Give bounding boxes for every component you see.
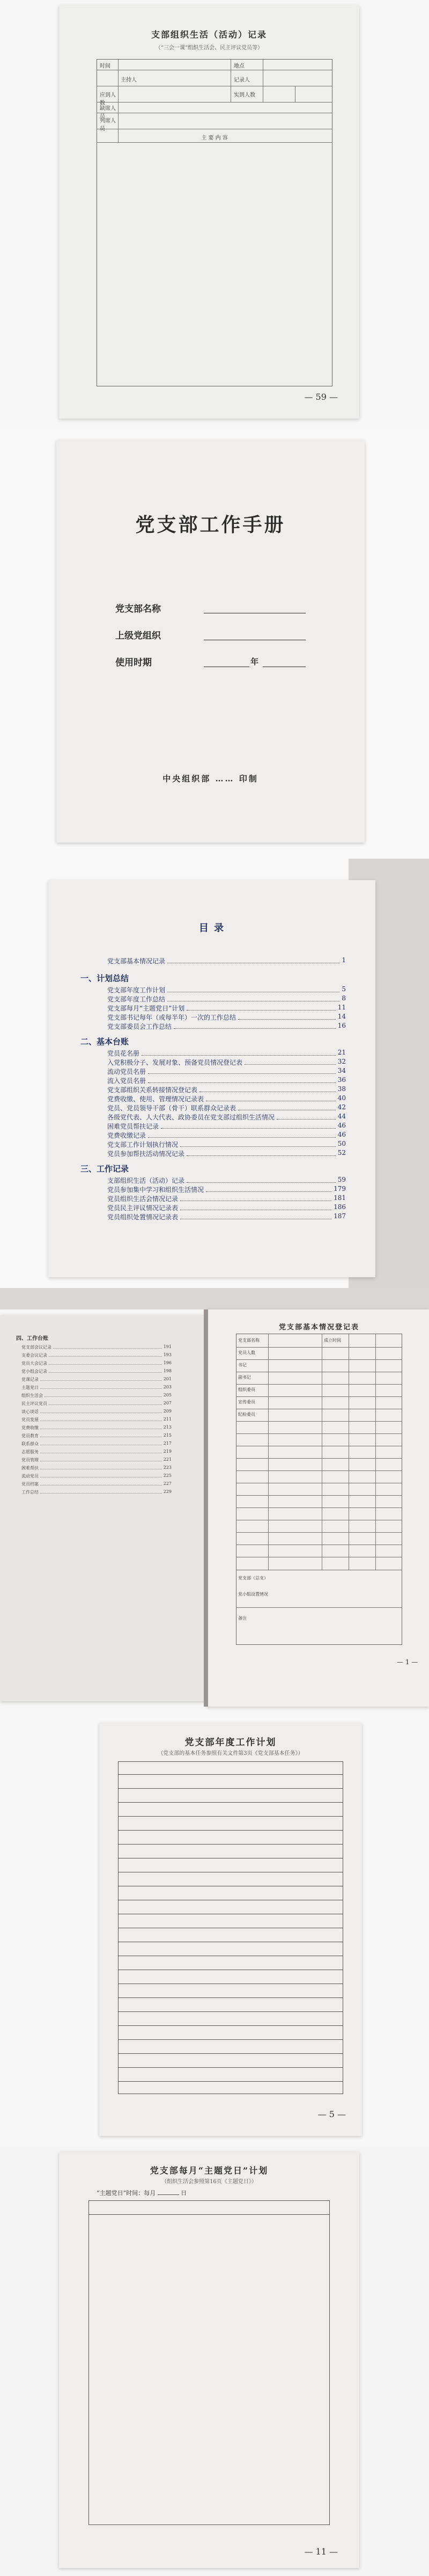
left-list-item bbox=[21, 1449, 172, 1455]
toc-label: 流动党员名册 bbox=[107, 1068, 146, 1075]
left-item-label: 主题党日 bbox=[21, 1385, 39, 1390]
toc-page: 5 bbox=[342, 985, 346, 993]
toc-page: 16 bbox=[337, 1022, 346, 1029]
left-item-page: 209 bbox=[163, 1409, 172, 1414]
field-label: 使用时期 bbox=[115, 657, 152, 668]
toc-page: 50 bbox=[337, 1140, 346, 1147]
left-item-label: 党员教育 bbox=[21, 1433, 39, 1438]
toc-label: 党员花名册 bbox=[107, 1050, 140, 1057]
cell-recorder-label: 记录人 bbox=[234, 77, 250, 83]
toc-label: 党费收缴记录 bbox=[107, 1132, 146, 1139]
toc-label: 党员组织处置情况记录表 bbox=[107, 1213, 179, 1221]
dot-leader bbox=[206, 1185, 331, 1192]
left-list-item bbox=[21, 1441, 172, 1447]
toc-section-title: 三、工作记录 bbox=[80, 1164, 129, 1174]
toc-page: 36 bbox=[337, 1076, 346, 1084]
dot-leader bbox=[180, 1212, 331, 1219]
table-surface bbox=[0, 1288, 429, 1309]
record-table bbox=[97, 59, 332, 386]
photo-panel-3 bbox=[0, 859, 429, 1288]
content-label: 主 要 内 容 bbox=[201, 135, 228, 141]
dot-leader bbox=[238, 1103, 336, 1110]
dot-leader bbox=[180, 1140, 336, 1147]
field-parent-org bbox=[115, 628, 161, 641]
toc-page: 59 bbox=[337, 1176, 346, 1183]
page-number: — 11 — bbox=[304, 2546, 338, 2557]
toc-page: 32 bbox=[337, 1058, 346, 1065]
toc-page: 44 bbox=[337, 1113, 346, 1120]
toc-page: 187 bbox=[334, 1212, 346, 1220]
left-section-title: 四、工作台账 bbox=[16, 1336, 48, 1342]
toc-section-title: 一、计划总结 bbox=[80, 974, 129, 983]
left-list-item bbox=[21, 1344, 172, 1350]
left-item-page: 217 bbox=[163, 1441, 172, 1446]
left-item-page: 223 bbox=[163, 1465, 172, 1470]
toc-item[interactable] bbox=[107, 985, 346, 994]
left-item-page: 227 bbox=[163, 1481, 172, 1486]
left-item-label: 党费收缴 bbox=[21, 1425, 39, 1430]
dot-leader bbox=[40, 1481, 162, 1485]
row-label: 书记 bbox=[238, 1363, 247, 1367]
year-suffix: 年 bbox=[250, 657, 259, 667]
left-list-item bbox=[21, 1352, 172, 1358]
left-list-item bbox=[21, 1393, 172, 1399]
left-item-page: 193 bbox=[163, 1352, 172, 1357]
toc-item[interactable] bbox=[107, 1013, 346, 1022]
left-list-item bbox=[21, 1489, 172, 1495]
toc-item[interactable] bbox=[107, 994, 346, 1004]
left-list-item bbox=[21, 1481, 172, 1487]
toc-item[interactable] bbox=[107, 1140, 346, 1149]
left-item-page: 205 bbox=[163, 1393, 172, 1397]
cell-host-label: 主持人 bbox=[121, 77, 137, 83]
toc-label: 党支部组织关系转接情况登记表 bbox=[107, 1086, 198, 1094]
left-item-label: 党支部会议记录 bbox=[21, 1345, 51, 1350]
toc-section-title: 二、基本台账 bbox=[80, 1037, 129, 1046]
plan-frame bbox=[88, 2200, 330, 2525]
dot-leader bbox=[277, 1113, 336, 1119]
toc-item[interactable] bbox=[107, 1122, 346, 1131]
page-number: — 5 — bbox=[317, 2109, 346, 2119]
toc-page: 38 bbox=[337, 1085, 346, 1093]
toc-item[interactable] bbox=[107, 1176, 346, 1185]
left-item-label: 组织生活会 bbox=[21, 1393, 43, 1398]
toc-item[interactable] bbox=[107, 1131, 346, 1140]
dot-leader bbox=[167, 994, 339, 1001]
toc-item[interactable] bbox=[107, 1212, 346, 1221]
dot-leader bbox=[187, 1149, 336, 1156]
left-list-item bbox=[21, 1433, 172, 1439]
left-item-label: 党员大会记录 bbox=[21, 1361, 47, 1366]
dot-leader bbox=[40, 1409, 162, 1413]
dot-leader bbox=[40, 1489, 162, 1494]
left-item-page: 213 bbox=[163, 1425, 172, 1430]
toc-label: 支部组织生活（活动）记录 bbox=[107, 1177, 185, 1184]
dot-leader bbox=[161, 1122, 336, 1129]
toc-page: 11 bbox=[337, 1004, 346, 1011]
field-branch-name bbox=[115, 601, 161, 614]
dot-leader bbox=[49, 1368, 162, 1373]
toc-page: 186 bbox=[334, 1203, 346, 1211]
toc-item[interactable] bbox=[107, 1185, 346, 1194]
toc-page: 52 bbox=[337, 1149, 346, 1157]
left-item-page: 201 bbox=[163, 1377, 172, 1381]
dot-leader bbox=[53, 1344, 162, 1349]
toc-page: 8 bbox=[342, 994, 346, 1002]
dot-leader bbox=[180, 1194, 331, 1201]
left-item-page: 211 bbox=[163, 1417, 172, 1422]
row-label: 成立时间 bbox=[324, 1338, 341, 1343]
dot-leader bbox=[148, 1067, 336, 1074]
page-subtitle: （“三会一课”组织生活会、民主评议党员等） bbox=[155, 45, 263, 51]
manual-title: 党支部工作手册 bbox=[135, 514, 286, 536]
dot-leader bbox=[40, 1449, 162, 1453]
dot-leader bbox=[40, 1377, 162, 1381]
left-item-label: 支委会议记录 bbox=[21, 1353, 47, 1358]
dot-leader bbox=[142, 1049, 336, 1056]
dot-leader bbox=[49, 1401, 162, 1405]
toc-item[interactable] bbox=[107, 1049, 346, 1058]
field-label: 党支部名称 bbox=[115, 604, 161, 614]
toc-item[interactable] bbox=[107, 1085, 346, 1094]
toc-item[interactable] bbox=[107, 1094, 346, 1103]
toc-label: 党费收缴、使用、管理情况记录表 bbox=[107, 1095, 204, 1103]
toc-page: 46 bbox=[337, 1122, 346, 1129]
toc-label: 党支部工作计划执行情况 bbox=[107, 1141, 179, 1148]
toc-label: 党支部年度工作计划 bbox=[107, 986, 166, 994]
dot-leader bbox=[206, 1094, 336, 1101]
toc-item[interactable] bbox=[107, 1194, 346, 1203]
page-title: 党支部年度工作计划 bbox=[184, 1737, 277, 1748]
form-page-59 bbox=[59, 5, 359, 419]
dot-leader bbox=[40, 1385, 162, 1389]
field-blank[interactable] bbox=[158, 2194, 179, 2195]
toc-label: 入党积极分子、发展对象、预备党员情况登记表 bbox=[107, 1059, 243, 1066]
left-item-page: 198 bbox=[163, 1368, 172, 1373]
page-subtitle: （组织生活会参照第16页《主题党日》） bbox=[161, 2179, 257, 2185]
dot-leader bbox=[245, 1058, 336, 1065]
left-list-item bbox=[21, 1360, 172, 1366]
dot-leader bbox=[40, 1425, 162, 1429]
left-item-page: 196 bbox=[163, 1360, 172, 1365]
cell-due-label: 应到人数 bbox=[100, 92, 116, 106]
left-item-label: 党员发展 bbox=[21, 1417, 39, 1422]
row-label: 组织委员 bbox=[238, 1387, 255, 1392]
theme-day-time-field[interactable] bbox=[97, 2189, 187, 2197]
toc-label: 党支部每月“主题党日”计划 bbox=[107, 1005, 185, 1012]
field-label: 上级党组织 bbox=[115, 631, 161, 641]
dot-leader bbox=[148, 1131, 336, 1138]
left-item-label: 党课记录 bbox=[21, 1377, 39, 1382]
cell-time-label: 时间 bbox=[100, 63, 110, 69]
theme-day-plan-page bbox=[59, 2152, 359, 2568]
dot-leader bbox=[199, 1085, 336, 1092]
page-title: 党支部每月“主题党日”计划 bbox=[150, 2165, 269, 2176]
row-label: 宣传委员 bbox=[238, 1400, 255, 1404]
toc-label: 党员、党员领导干部（骨干）联系群众记录表 bbox=[107, 1104, 236, 1112]
dot-leader bbox=[174, 1022, 336, 1029]
cell-place-label: 地点 bbox=[234, 63, 245, 69]
row-label: 党支部名称 bbox=[238, 1338, 260, 1343]
dot-leader bbox=[238, 1013, 336, 1020]
dot-leader bbox=[180, 1203, 331, 1210]
left-list-item bbox=[21, 1417, 172, 1423]
toc-label: 各级党代表、人大代表、政协委员在党支部过组织生活情况 bbox=[107, 1114, 275, 1121]
page-number: — 59 — bbox=[304, 392, 338, 402]
toc-page: 42 bbox=[337, 1103, 346, 1111]
toc-page: 46 bbox=[337, 1131, 346, 1138]
toc-label: 党支部基本情况记录 bbox=[107, 957, 166, 965]
left-item-page: 215 bbox=[163, 1433, 172, 1438]
annual-plan-page bbox=[99, 1723, 362, 2136]
toc-page: 34 bbox=[337, 1067, 346, 1074]
photo-panel-2 bbox=[0, 429, 429, 859]
dot-leader bbox=[40, 1457, 162, 1461]
cell-absent-label: 缺席人员 bbox=[100, 106, 116, 120]
toc-label: 党支部年度工作总结 bbox=[107, 996, 166, 1003]
toc-label: 流入党员名册 bbox=[107, 1077, 146, 1085]
photo-panel-6 bbox=[0, 2147, 429, 2576]
dot-leader bbox=[40, 1465, 162, 1469]
left-list-item bbox=[21, 1457, 172, 1463]
toc-item[interactable] bbox=[107, 1103, 346, 1113]
left-list-item bbox=[21, 1401, 172, 1407]
toc-item[interactable] bbox=[107, 1058, 346, 1067]
row-label: 党支部（总支） bbox=[238, 1576, 268, 1580]
dot-leader bbox=[40, 1433, 162, 1437]
left-item-label: 党员档案 bbox=[21, 1482, 39, 1487]
toc-label: 党支部书记每年（或每半年）一次的工作总结 bbox=[107, 1014, 236, 1021]
toc-page: 179 bbox=[334, 1185, 346, 1192]
dot-leader bbox=[49, 1360, 162, 1365]
toc-label: 党支部委员会工作总结 bbox=[107, 1023, 172, 1030]
photo-panel-5 bbox=[0, 1717, 429, 2147]
left-item-page: 203 bbox=[163, 1385, 172, 1389]
dot-leader bbox=[40, 1417, 162, 1421]
toc-page: 21 bbox=[337, 1049, 346, 1056]
dot-leader bbox=[167, 985, 339, 992]
row-label: 副书记 bbox=[238, 1375, 251, 1380]
dot-leader bbox=[167, 956, 339, 963]
toc-item[interactable] bbox=[107, 956, 346, 965]
toc-label: 党员参加帮扶活动情况记录 bbox=[107, 1150, 185, 1158]
left-list-item bbox=[21, 1425, 172, 1431]
left-item-label: 党员管理 bbox=[21, 1458, 39, 1462]
left-list-item bbox=[21, 1377, 172, 1382]
dot-leader bbox=[40, 1473, 162, 1477]
left-list-item bbox=[21, 1385, 172, 1391]
photo-panel-4 bbox=[0, 1288, 429, 1717]
row-label: 党员人数 bbox=[238, 1350, 255, 1355]
left-item-label: 流动党员 bbox=[21, 1474, 39, 1479]
cell-actual-label: 实到人数 bbox=[234, 92, 255, 98]
contents-title: 目 录 bbox=[198, 923, 225, 934]
left-list-item bbox=[21, 1465, 172, 1471]
left-list-item bbox=[21, 1473, 172, 1479]
toc-item[interactable] bbox=[107, 1076, 346, 1085]
field-label: “主题党日”时间：每月 bbox=[97, 2190, 156, 2197]
dot-leader bbox=[187, 1176, 336, 1183]
dot-leader bbox=[49, 1352, 162, 1357]
field-period bbox=[115, 655, 152, 668]
left-item-label: 民主评议党员 bbox=[21, 1401, 47, 1406]
toc-page: 1 bbox=[342, 956, 346, 964]
left-item-label: 工作总结 bbox=[21, 1490, 39, 1495]
left-item-label: 志愿服务 bbox=[21, 1450, 39, 1454]
toc-item[interactable] bbox=[107, 1113, 346, 1122]
publisher-line: 中央组织部 …… 印制 bbox=[162, 774, 258, 784]
left-item-page: 191 bbox=[163, 1344, 172, 1349]
toc-item[interactable] bbox=[107, 1203, 346, 1212]
left-item-page: 229 bbox=[163, 1489, 172, 1494]
page-number: — 1 — bbox=[397, 1658, 418, 1666]
row-label: 党小组设置情况 bbox=[238, 1592, 268, 1597]
cell-attendee-label: 列席人员 bbox=[100, 118, 116, 132]
left-list-item bbox=[21, 1409, 172, 1415]
left-list-item bbox=[21, 1368, 172, 1374]
page-subtitle: （党支部的基本任务参照有关文件第3页《党支部基本任务》） bbox=[158, 1751, 304, 1757]
page-title: 支部组织生活（活动）记录 bbox=[151, 30, 267, 40]
dot-leader bbox=[187, 1004, 335, 1011]
left-item-label: 党小组会记录 bbox=[21, 1369, 47, 1374]
toc-page: 14 bbox=[337, 1013, 346, 1020]
dot-leader bbox=[148, 1076, 336, 1083]
toc-item[interactable] bbox=[107, 1004, 346, 1013]
book-spine bbox=[204, 1309, 208, 1707]
basic-info-table bbox=[236, 1334, 402, 1645]
toc-page: 181 bbox=[334, 1194, 346, 1202]
toc-item[interactable] bbox=[107, 1149, 346, 1158]
toc-label: 党员民主评议情况记录表 bbox=[107, 1204, 179, 1212]
left-item-page: 225 bbox=[163, 1473, 172, 1478]
toc-item[interactable] bbox=[107, 1067, 346, 1076]
row-label: 纪检委员 bbox=[238, 1412, 255, 1417]
right-page-title: 党支部基本情况登记表 bbox=[278, 1323, 359, 1331]
toc-item[interactable] bbox=[107, 1022, 346, 1031]
row-label: 备注 bbox=[238, 1616, 247, 1621]
photo-panel-1 bbox=[0, 0, 429, 429]
left-item-page: 207 bbox=[163, 1401, 172, 1406]
left-item-label: 困难帮扶 bbox=[21, 1466, 39, 1470]
left-item-label: 联系群众 bbox=[21, 1441, 39, 1446]
toc-label: 党员参加集中学习和组织生活情况 bbox=[107, 1186, 204, 1194]
field-suffix: 日 bbox=[181, 2190, 187, 2197]
left-item-label: 谈心谈话 bbox=[21, 1409, 39, 1414]
dot-leader bbox=[40, 1441, 162, 1445]
left-item-page: 219 bbox=[163, 1449, 172, 1454]
cover-page bbox=[56, 440, 365, 843]
toc-page: 40 bbox=[337, 1094, 346, 1102]
toc-label: 困难党员帮扶记录 bbox=[107, 1123, 159, 1130]
toc-label: 党员组织生活会情况记录 bbox=[107, 1195, 179, 1203]
left-item-page: 221 bbox=[163, 1457, 172, 1462]
dot-leader bbox=[45, 1393, 162, 1397]
